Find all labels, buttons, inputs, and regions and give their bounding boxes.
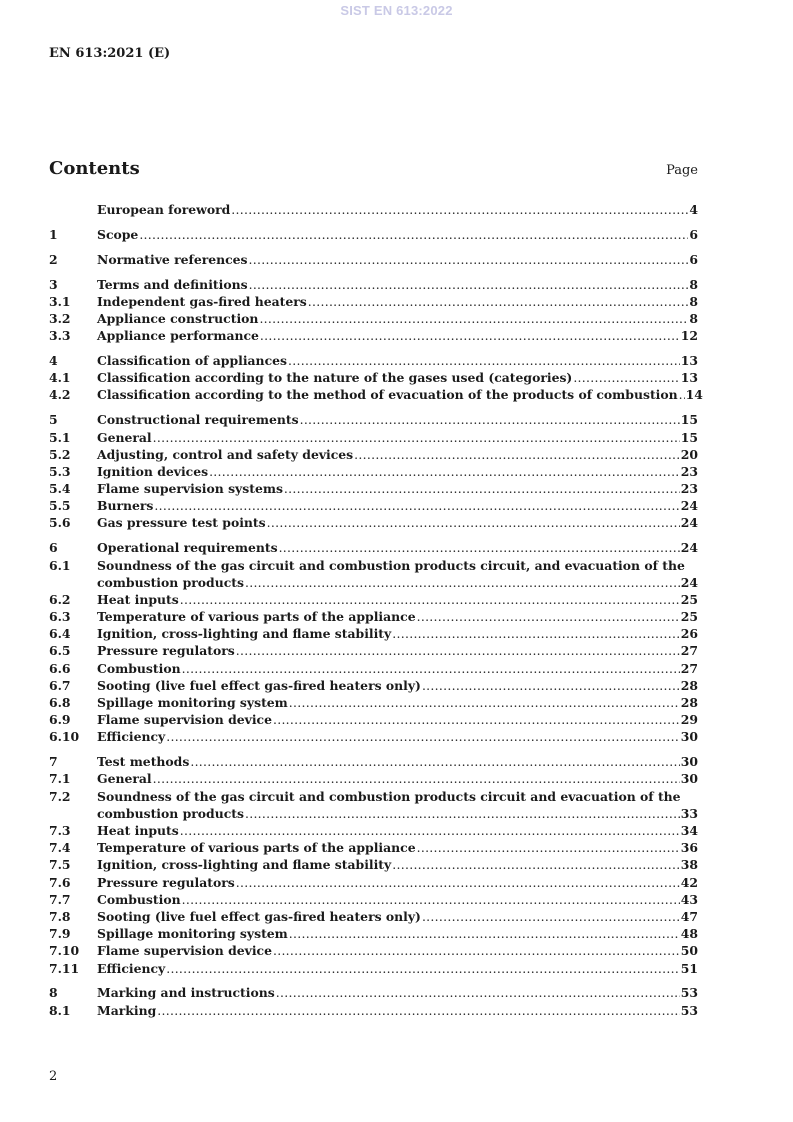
toc-entry-title[interactable]: Marking: [97, 1002, 157, 1018]
toc-entry-title[interactable]: Pressure regulators: [97, 643, 235, 659]
toc-leader-dots: [245, 574, 680, 591]
toc-entry-title[interactable]: Scope: [97, 226, 139, 242]
toc-leader-dots: [245, 805, 680, 822]
toc-entry-page: 51: [680, 960, 698, 976]
toc-entry-title[interactable]: Classification according to the method of evacuation of the products of combustion: [97, 387, 678, 403]
toc-entry-number: 5.6: [49, 515, 71, 531]
toc-leader-dots: [236, 642, 680, 659]
toc-entry-number: 2: [49, 251, 58, 267]
toc-entry-number: 7.5: [49, 857, 71, 873]
toc-entry-title[interactable]: Marking and instructions: [97, 985, 275, 1001]
toc-entry-page: 33: [680, 805, 698, 821]
toc-entry-number: 5.2: [49, 446, 71, 462]
toc-entry[interactable]: [49, 411, 698, 428]
toc-entry-title[interactable]: Adjusting, control and safety devices: [97, 446, 354, 462]
toc-entry-page: 13: [680, 370, 698, 386]
toc-entry-title[interactable]: Gas pressure test points: [97, 515, 266, 531]
toc-leader-dots: [166, 728, 680, 745]
toc-entry-number: 7.9: [49, 926, 71, 942]
toc-entry-number: 7.11: [49, 960, 80, 976]
toc-entry[interactable]: [49, 874, 698, 891]
toc-entry-number: 6.6: [49, 660, 71, 676]
toc-leader-dots: [300, 411, 680, 428]
toc-entry-number: 7.2: [49, 788, 71, 804]
toc-entry-continuation[interactable]: [49, 805, 698, 822]
toc-entry[interactable]: [49, 591, 698, 608]
watermark: SIST EN 613:2022: [340, 3, 453, 18]
toc-leader-dots: [249, 251, 689, 268]
toc-entry-title[interactable]: Classification according to the nature of the gases used (categories): [97, 370, 573, 386]
table-of-contents: [49, 201, 703, 1019]
toc-entry-page: 23: [680, 481, 698, 497]
toc-leader-dots: [273, 711, 680, 728]
toc-entry-title[interactable]: Spillage monitoring system: [97, 695, 288, 710]
toc-entry[interactable]: [49, 822, 698, 839]
toc-entry-page: 30: [680, 771, 698, 787]
toc-entry-number: 7.6: [49, 874, 71, 890]
toc-entry-title[interactable]: Temperature of various parts of the appliance: [97, 840, 416, 856]
toc-entry-page: 24: [680, 540, 698, 556]
toc-entry-page: 6: [689, 226, 698, 242]
toc-leader-dots: [157, 1002, 680, 1019]
toc-entry-number: 8.1: [49, 1002, 71, 1018]
toc-entry-title[interactable]: Soundness of the gas circuit and combustion products circuit, and evacuation of the: [97, 557, 685, 573]
toc-entry-title[interactable]: Independent gas-fired heaters: [97, 293, 307, 309]
toc-leader-dots: [153, 770, 680, 787]
toc-entry-page: 28: [680, 695, 698, 710]
toc-entry-title[interactable]: Flame supervision device: [97, 712, 272, 728]
toc-entry-number: 7.10: [49, 943, 80, 959]
toc-entry-page: 47: [680, 908, 698, 924]
toc-entry-number: 3.2: [49, 311, 71, 326]
toc-entry-page: 38: [680, 857, 698, 873]
toc-leader-dots: [182, 660, 680, 677]
toc-entry-number: 7: [49, 754, 58, 770]
toc-entry[interactable]: [49, 839, 698, 856]
toc-entry-title-continued[interactable]: combustion products: [97, 805, 244, 821]
document-id: EN 613:2021 (E): [49, 46, 171, 61]
toc-entry-page: 20: [680, 446, 698, 462]
toc-entry-page: 8: [689, 293, 698, 309]
toc-entry-number: 4: [49, 353, 58, 369]
toc-entry-page: 42: [680, 874, 698, 890]
toc-entry-page: 14: [685, 387, 703, 403]
toc-entry-page: 27: [680, 643, 698, 659]
toc-entry-title[interactable]: Soundness of the gas circuit and combustion products circuit and evacuation of the: [97, 788, 681, 804]
toc-entry-title[interactable]: Burners: [97, 498, 154, 514]
toc-entry[interactable]: [49, 677, 698, 694]
toc-leader-dots: [166, 960, 680, 977]
toc-entry-title[interactable]: Pressure regulators: [97, 874, 235, 890]
toc-leader-dots: [153, 429, 680, 446]
toc-entry-page: 25: [680, 609, 698, 625]
toc-entry[interactable]: [49, 251, 698, 268]
toc-entry-page: 34: [680, 823, 698, 838]
toc-entry-page: 4: [689, 202, 698, 217]
toc-entry-page: 26: [680, 626, 698, 642]
toc-leader-dots: [236, 874, 680, 891]
toc-entry-page: 8: [689, 276, 698, 292]
toc-leader-dots: [422, 677, 680, 694]
toc-leader-dots: [284, 480, 680, 497]
toc-entry-page: 30: [680, 729, 698, 745]
toc-entry[interactable]: [49, 753, 698, 770]
toc-entry-page: 29: [680, 712, 698, 728]
toc-leader-dots: [209, 463, 680, 480]
toc-entry-number: 5: [49, 412, 58, 428]
toc-entry-title[interactable]: Ignition devices: [97, 463, 209, 479]
toc-entry-title[interactable]: Temperature of various parts of the appliance: [97, 609, 416, 625]
toc-entry-page: 30: [680, 754, 698, 770]
toc-entry-number: 6.9: [49, 712, 71, 728]
toc-entry[interactable]: [49, 226, 698, 243]
toc-entry-number: 6.4: [49, 626, 71, 642]
toc-entry-number: 6.5: [49, 643, 71, 659]
contents-heading: Contents: [49, 158, 140, 179]
toc-leader-dots: [249, 276, 689, 293]
toc-entry-title[interactable]: Normative references: [97, 251, 248, 267]
toc-entry[interactable]: [49, 788, 698, 805]
toc-entry[interactable]: [49, 497, 698, 514]
toc-entry-title[interactable]: Constructional requirements: [97, 412, 299, 428]
toc-entry-title[interactable]: Efficiency: [97, 729, 166, 745]
toc-entry-page: 15: [680, 429, 698, 445]
toc-entry[interactable]: [49, 642, 698, 659]
toc-entry-number: 7.8: [49, 908, 71, 924]
toc-leader-dots: [354, 446, 680, 463]
toc-entry-page: 27: [680, 660, 698, 676]
toc-entry[interactable]: [49, 942, 698, 959]
toc-entry[interactable]: [49, 694, 698, 711]
toc-entry[interactable]: [49, 463, 698, 480]
toc-entry-number: 6.7: [49, 677, 71, 693]
toc-entry[interactable]: [49, 293, 698, 310]
toc-entry-page: 50: [680, 943, 698, 959]
toc-entry-page: 8: [689, 311, 698, 326]
toc-entry[interactable]: [49, 770, 698, 787]
toc-entry[interactable]: [49, 201, 698, 218]
toc-entry[interactable]: [49, 310, 698, 327]
toc-entry[interactable]: [49, 446, 698, 463]
toc-entry[interactable]: [49, 514, 698, 531]
toc-entry-number: 6.8: [49, 695, 71, 710]
toc-entry[interactable]: [49, 856, 698, 873]
toc-entry-title[interactable]: Terms and definitions: [97, 276, 248, 292]
page-number: 2: [49, 1069, 58, 1084]
toc-leader-dots: [190, 753, 679, 770]
toc-leader-dots: [259, 310, 688, 327]
toc-leader-dots: [279, 539, 680, 556]
toc-entry-number: 8: [49, 985, 58, 1001]
toc-leader-dots: [679, 386, 685, 403]
page-column-label: Page: [666, 163, 698, 178]
toc-leader-dots: [392, 625, 680, 642]
toc-entry[interactable]: [49, 925, 698, 942]
toc-entry-title[interactable]: General: [97, 429, 152, 445]
toc-entry-title[interactable]: Combustion: [97, 660, 181, 676]
toc-entry-title[interactable]: Ignition, cross-lighting and flame stability: [97, 857, 392, 873]
toc-entry-page: 24: [680, 574, 698, 590]
toc-entry-page: 6: [689, 251, 698, 267]
toc-leader-dots: [392, 856, 680, 873]
toc-entry-page: 28: [680, 677, 698, 693]
toc-entry-number: 5.3: [49, 463, 71, 479]
toc-entry[interactable]: [49, 557, 698, 574]
toc-entry-number: 3.3: [49, 328, 71, 344]
toc-entry-number: 7.4: [49, 840, 71, 856]
toc-entry-number: 4.2: [49, 387, 71, 403]
toc-leader-dots: [573, 369, 679, 386]
toc-entry[interactable]: [49, 1002, 698, 1019]
toc-entry-title[interactable]: Classification of appliances: [97, 353, 287, 369]
toc-entry-title[interactable]: Appliance construction: [97, 311, 259, 326]
toc-entry-number: 6.1: [49, 557, 71, 573]
toc-entry-number: 6.3: [49, 609, 71, 625]
toc-entry-title[interactable]: Test methods: [97, 754, 190, 770]
toc-entry-page: 43: [680, 891, 698, 907]
toc-leader-dots: [260, 327, 680, 344]
toc-entry-number: 6.2: [49, 591, 71, 607]
toc-entry[interactable]: [49, 608, 698, 625]
toc-entry-page: 13: [680, 353, 698, 369]
toc-leader-dots: [182, 891, 680, 908]
toc-entry-number: 4.1: [49, 370, 71, 386]
toc-entry[interactable]: [49, 386, 703, 403]
toc-entry[interactable]: [49, 960, 698, 977]
toc-entry-page: 53: [680, 1002, 698, 1018]
toc-entry[interactable]: [49, 984, 698, 1001]
toc-entry-page: 36: [680, 840, 698, 856]
toc-entry[interactable]: [49, 352, 698, 369]
toc-entry-number: 3.1: [49, 293, 71, 309]
toc-entry[interactable]: [49, 908, 698, 925]
toc-entry-title[interactable]: Sooting (live fuel effect gas-fired heaters only): [97, 677, 421, 693]
toc-entry[interactable]: [49, 728, 698, 745]
toc-entry-number: 7.7: [49, 891, 71, 907]
toc-leader-dots: [288, 352, 680, 369]
toc-entry-number: 3: [49, 276, 58, 292]
toc-entry-page: 23: [680, 463, 698, 479]
toc-entry-page: 12: [680, 328, 698, 344]
toc-entry-number: 5.5: [49, 498, 71, 514]
toc-entry[interactable]: [49, 539, 698, 556]
toc-entry-number: 6: [49, 540, 58, 556]
toc-entry-page: 24: [680, 515, 698, 531]
toc-leader-dots: [308, 293, 689, 310]
toc-entry[interactable]: [49, 891, 698, 908]
toc-entry[interactable]: [49, 276, 698, 293]
toc-leader-dots: [289, 694, 680, 711]
toc-entry-number: 6.10: [49, 729, 80, 745]
toc-entry-title[interactable]: Efficiency: [97, 960, 166, 976]
toc-entry-page: 25: [680, 591, 698, 607]
toc-entry-title[interactable]: Flame supervision systems: [97, 481, 283, 497]
toc-leader-dots: [139, 226, 688, 243]
toc-leader-dots: [417, 839, 680, 856]
toc-entry-title[interactable]: Sooting (live fuel effect gas-fired heaters only): [97, 908, 421, 924]
toc-entry-number: 1: [49, 226, 58, 242]
toc-leader-dots: [417, 608, 680, 625]
toc-entry[interactable]: [49, 327, 698, 344]
toc-entry[interactable]: [49, 480, 698, 497]
toc-entry-number: 5.1: [49, 429, 71, 445]
toc-leader-dots: [267, 514, 680, 531]
toc-entry-page: 24: [680, 498, 698, 514]
toc-leader-dots: [276, 984, 680, 1001]
toc-entry[interactable]: [49, 369, 698, 386]
toc-entry-page: 53: [680, 985, 698, 1001]
toc-entry-page: 48: [680, 926, 698, 942]
toc-entry-title[interactable]: Heat inputs: [97, 591, 179, 607]
toc-leader-dots: [180, 822, 680, 839]
toc-entry-title[interactable]: Heat inputs: [97, 823, 179, 838]
toc-leader-dots: [422, 908, 680, 925]
toc-entry-number: 7.1: [49, 771, 71, 787]
toc-entry-title[interactable]: Ignition, cross-lighting and flame stability: [97, 626, 392, 642]
toc-entry-title[interactable]: Combustion: [97, 891, 181, 907]
toc-entry-continuation[interactable]: [49, 574, 698, 591]
toc-leader-dots: [231, 201, 688, 218]
toc-entry-title[interactable]: Flame supervision device: [97, 943, 272, 959]
toc-entry[interactable]: [49, 711, 698, 728]
toc-entry-title[interactable]: Operational requirements: [97, 540, 278, 556]
toc-entry-title-continued[interactable]: combustion products: [97, 574, 244, 590]
toc-entry-title[interactable]: General: [97, 771, 152, 787]
toc-entry-page: 15: [680, 412, 698, 428]
toc-entry[interactable]: [49, 625, 698, 642]
toc-leader-dots: [289, 925, 680, 942]
toc-entry-title[interactable]: Spillage monitoring system: [97, 926, 288, 942]
toc-entry-number: 5.4: [49, 481, 71, 497]
toc-entry[interactable]: [49, 660, 698, 677]
toc-entry[interactable]: [49, 429, 698, 446]
toc-leader-dots: [273, 942, 680, 959]
toc-leader-dots: [154, 497, 679, 514]
toc-entry-number: 7.3: [49, 823, 71, 838]
toc-leader-dots: [180, 591, 680, 608]
toc-entry-title[interactable]: European foreword: [97, 202, 231, 217]
toc-entry-title[interactable]: Appliance performance: [97, 328, 259, 344]
